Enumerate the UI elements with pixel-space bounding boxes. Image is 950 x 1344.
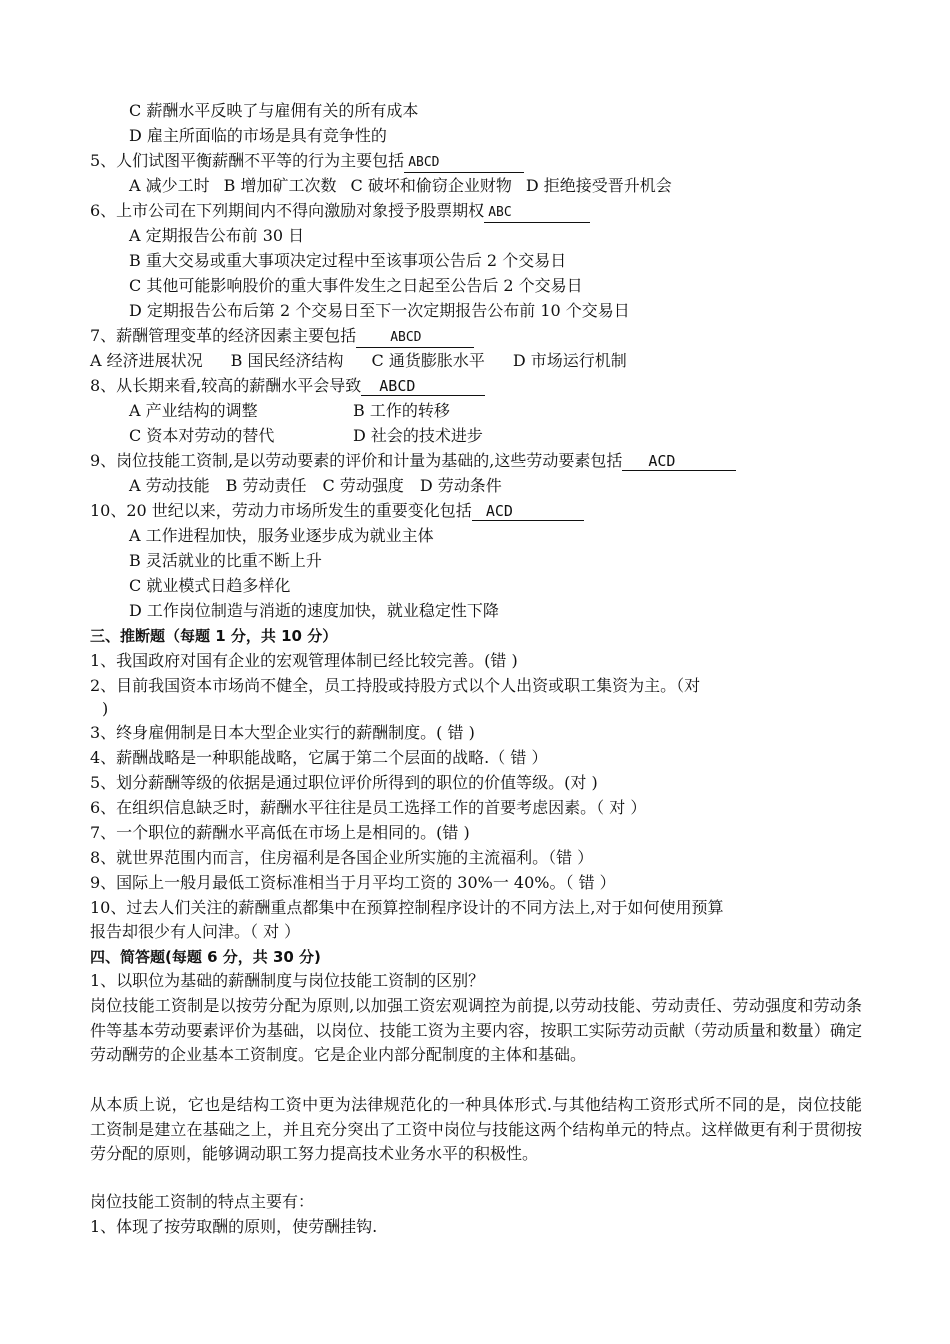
q7-stem: 7、薪酬管理变革的经济因素主要包括 xyxy=(90,326,357,345)
q7-option-c: C 通货膨胀水平 xyxy=(371,351,485,370)
q6-option-d: D 定期报告公布后第 2 个交易日至下一次定期报告公布前 10 个交易日 xyxy=(129,301,630,320)
q7-options xyxy=(90,350,627,374)
judgment-item-4: 4、薪酬战略是一种职能战略，它属于第二个层面的战略.（ 错 ） xyxy=(90,748,548,767)
judgment-item-3: 3、终身雇佣制是日本大型企业实行的薪酬制度。( 错 ) xyxy=(90,723,475,742)
judgment-item-2: 2、目前我国资本市场尚不健全，员工持股或持股方式以个人出资或职工集资为主。（对 xyxy=(90,676,701,695)
q6-answer: ABC xyxy=(484,202,511,224)
q10-answer: ACD xyxy=(472,500,513,522)
q6-option-c: C 其他可能影响股价的重大事件发生之日起至公告后 2 个交易日 xyxy=(129,276,583,295)
q10-option-b: B 灵活就业的比重不断上升 xyxy=(129,551,322,570)
q10-option-d: D 工作岗位制造与消逝的速度加快，就业稳定性下降 xyxy=(129,601,499,620)
q8-options-row2 xyxy=(129,425,483,449)
q8-question xyxy=(90,375,415,399)
judgment-item-5: 5、划分薪酬等级的依据是通过职位评价所得到的职位的价值等级。(对 ) xyxy=(90,773,598,792)
q5-option-c: C 破坏和偷窃企业财物 xyxy=(350,176,512,195)
q9-option-d: D 劳动条件 xyxy=(419,476,502,495)
q8-options-row1 xyxy=(129,400,450,424)
judgment-item-10: 10、过去人们关注的薪酬重点都集中在预算控制程序设计的不同方法上,对于如何使用预算 xyxy=(90,898,724,917)
q5-answer: ABCD xyxy=(404,152,439,174)
q8-option-c: C 资本对劳动的替代 xyxy=(129,426,275,445)
q7-answer: ABCD xyxy=(356,327,421,349)
q8-option-d: D 社会的技术进步 xyxy=(353,426,483,445)
short-answer-question-1: 1、以职位为基础的薪酬制度与岗位技能工资制的区别？ xyxy=(90,971,485,990)
section4-heading: 四、简答题(每题 6 分，共 30 分) xyxy=(90,948,321,966)
q9-question xyxy=(90,450,675,474)
q6-option-a: A 定期报告公布前 30 日 xyxy=(129,226,305,245)
q10-stem: 10、20 世纪以来，劳动力市场所发生的重要变化包括 xyxy=(90,501,472,520)
answer-paragraph-4: 1、体现了按劳取酬的原则，使劳酬挂钩. xyxy=(90,1217,378,1236)
q8-answer: ABCD xyxy=(361,375,415,397)
q7-option-a: A 经济进展状况 xyxy=(90,351,203,370)
judgment-item-6: 6、在组织信息缺乏时，薪酬水平往往是员工选择工作的首要考虑因素。（ 对 ） xyxy=(90,798,647,817)
q9-option-b: B 劳动责任 xyxy=(225,476,307,495)
q10-option-c: C 就业模式日趋多样化 xyxy=(129,576,291,595)
answer-paragraph-1: 岗位技能工资制是以按劳分配为原则,以加强工资宏观调控为前提,以劳动技能、劳动责任、劳动强度和劳动条件等基本劳动要素评价为基础，以岗位、技能工资为主要内容，按职工实际劳动贡献（劳动质量和数量）确定劳动酬劳的企业基本工资制度。它是企业内部分配制度的主体和基础。 xyxy=(90,996,862,1064)
q6-option-b: B 重大交易或重大事项决定过程中至该事项公告后 2 个交易日 xyxy=(129,251,567,270)
q9-stem: 9、岗位技能工资制,是以劳动要素的评价和计量为基础的,这些劳动要素包括 xyxy=(90,451,623,470)
q10-option-a: A 工作进程加快，服务业逐步成为就业主体 xyxy=(129,526,434,545)
section3-heading: 三、推断题（每题 1 分，共 10 分） xyxy=(90,627,338,645)
q7-question xyxy=(90,325,422,349)
q7-option-b: B 国民经济结构 xyxy=(230,351,344,370)
answer-paragraph-2: 从本质上说，它也是结构工资中更为法律规范化的一种具体形式.与其他结构工资形式所不同的是，岗位技能工资制是建立在基础之上，并且充分突出了工资中岗位与技能这两个结构单元的特点。这样做更有利于贯彻按劳分配的原则，能够调动职工努力提高技术业务水平的积极性。 xyxy=(90,1095,862,1163)
q6-stem: 6、上市公司在下列期间内不得向激励对象授予股票期权 xyxy=(90,201,485,220)
judgment-item-1: 1、我国政府对国有企业的宏观管理体制已经比较完善。(错 ) xyxy=(90,651,518,670)
q5-stem: 5、人们试图平衡薪酬不平等的行为主要包括 xyxy=(90,151,405,170)
q8-option-b: B 工作的转移 xyxy=(353,401,450,420)
q5-option-a: A 减少工时 xyxy=(129,176,210,195)
q4-option-d: D 雇主所面临的市场是具有竞争性的 xyxy=(129,126,387,145)
q5-option-b: B 增加矿工次数 xyxy=(223,176,337,195)
q7-option-d: D 市场运行机制 xyxy=(512,351,627,370)
q9-answer: ACD xyxy=(622,450,675,472)
answer-paragraph-3: 岗位技能工资制的特点主要有： xyxy=(90,1192,315,1211)
judgment-item-8: 8、就世界范围内而言，住房福利是各国企业所实施的主流福利。（错 ） xyxy=(90,848,594,867)
q8-option-a: A 产业结构的调整 xyxy=(129,401,258,420)
judgment-item-2-cont: ) xyxy=(102,699,109,718)
judgment-item-10-cont: 报告却很少有人问津。（ 对 ） xyxy=(90,922,301,941)
q8-stem: 8、从长期来看,较高的薪酬水平会导致 xyxy=(90,376,362,395)
q6-question xyxy=(90,200,512,224)
q9-option-c: C 劳动强度 xyxy=(322,476,404,495)
judgment-item-7: 7、一个职位的薪酬水平高低在市场上是相同的。(错 ) xyxy=(90,823,470,842)
q10-question xyxy=(90,500,513,524)
q5-options xyxy=(129,175,672,199)
q9-option-a: A 劳动技能 xyxy=(129,476,210,495)
judgment-item-9: 9、国际上一般月最低工资标准相当于月平均工资的 30%一 40%。（ 错 ） xyxy=(90,873,616,892)
q4-option-c: C 薪酬水平反映了与雇佣有关的所有成本 xyxy=(129,101,419,120)
q5-option-d: D 拒绝接受晋升机会 xyxy=(525,176,672,195)
q9-options xyxy=(129,475,502,499)
q5-question xyxy=(90,150,440,174)
